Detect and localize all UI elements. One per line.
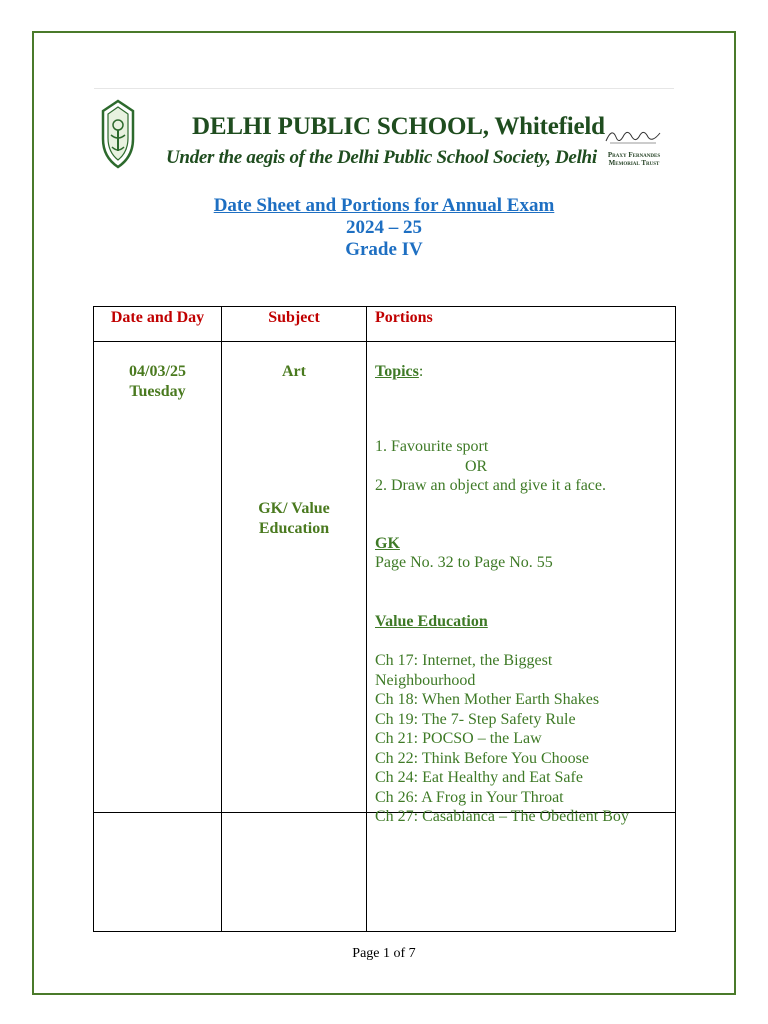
value-education-chapters: [375, 651, 671, 827]
list-item: Ch 21: POCSO – the Law: [375, 730, 542, 747]
school-name: DELHI PUBLIC SCHOOL, Whitefield: [192, 113, 605, 140]
subject-art: Art: [282, 363, 306, 380]
header-portions: Portions: [367, 307, 676, 342]
date-cell: [94, 342, 222, 813]
exam-date: 04/03/25: [129, 363, 186, 380]
trust-signature-icon: [602, 125, 664, 147]
empty-subject-cell: [222, 813, 367, 932]
topics-heading: [375, 362, 671, 382]
date-sheet-table: [93, 306, 676, 932]
list-item: Ch 22: Think Before You Choose: [375, 749, 589, 767]
page-number: Page 1 of 7: [352, 946, 416, 961]
school-tagline: Under the aegis of the Delhi Public School Society, Delhi: [166, 147, 597, 168]
school-crest-icon: [100, 99, 136, 169]
topics-colon: :: [418, 363, 424, 380]
table-header-row: [94, 307, 676, 342]
list-item: Ch 24: Eat Healthy and Eat Safe: [375, 769, 583, 786]
subject-gk-line1: GK/ Value: [258, 500, 330, 517]
academic-year: 2024 – 25: [346, 217, 422, 238]
list-item: Ch 27: Casabianca – The Obedient Boy: [375, 808, 629, 825]
value-education-heading: Value Education: [375, 613, 488, 630]
document-title: Date Sheet and Portions for Annual Exam: [213, 195, 555, 216]
subject-gk-line2: Education: [258, 519, 330, 537]
list-item: Ch 17: Internet, the Biggest: [375, 652, 553, 669]
empty-date-cell: [94, 813, 222, 932]
table-row-empty: [94, 813, 676, 932]
subject-cell: [222, 342, 367, 813]
empty-portions-cell: [367, 813, 676, 932]
art-topic-2: 2. Draw an object and give it a face.: [375, 477, 607, 494]
header-subject: Subject: [222, 307, 367, 342]
letterhead: [94, 88, 674, 174]
list-item: Neighbourhood: [375, 671, 476, 689]
grade-label: Grade IV: [345, 239, 423, 260]
header-date-and-day: Date and Day: [94, 307, 222, 342]
list-item: Ch 19: The 7- Step Safety Rule: [375, 710, 576, 728]
title-block: [94, 195, 674, 261]
gk-heading: GK: [375, 535, 400, 552]
gk-pages: Page No. 32 to Page No. 55: [375, 554, 553, 571]
list-item: Ch 18: When Mother Earth Shakes: [375, 691, 600, 708]
art-topics-list: [375, 437, 671, 496]
topics-heading-text: Topics: [375, 363, 419, 380]
list-item: Ch 26: A Frog in Your Throat: [375, 788, 564, 806]
trust-name: Praxy Fernandes Memorial Trust: [607, 151, 661, 167]
art-topic-or: OR: [465, 457, 488, 475]
art-topic-1: 1. Favourite sport: [375, 438, 489, 455]
subject-gk-value-education: [222, 499, 366, 538]
table-row: [94, 342, 676, 813]
portions-cell: [367, 342, 676, 825]
exam-day: Tuesday: [129, 382, 186, 400]
